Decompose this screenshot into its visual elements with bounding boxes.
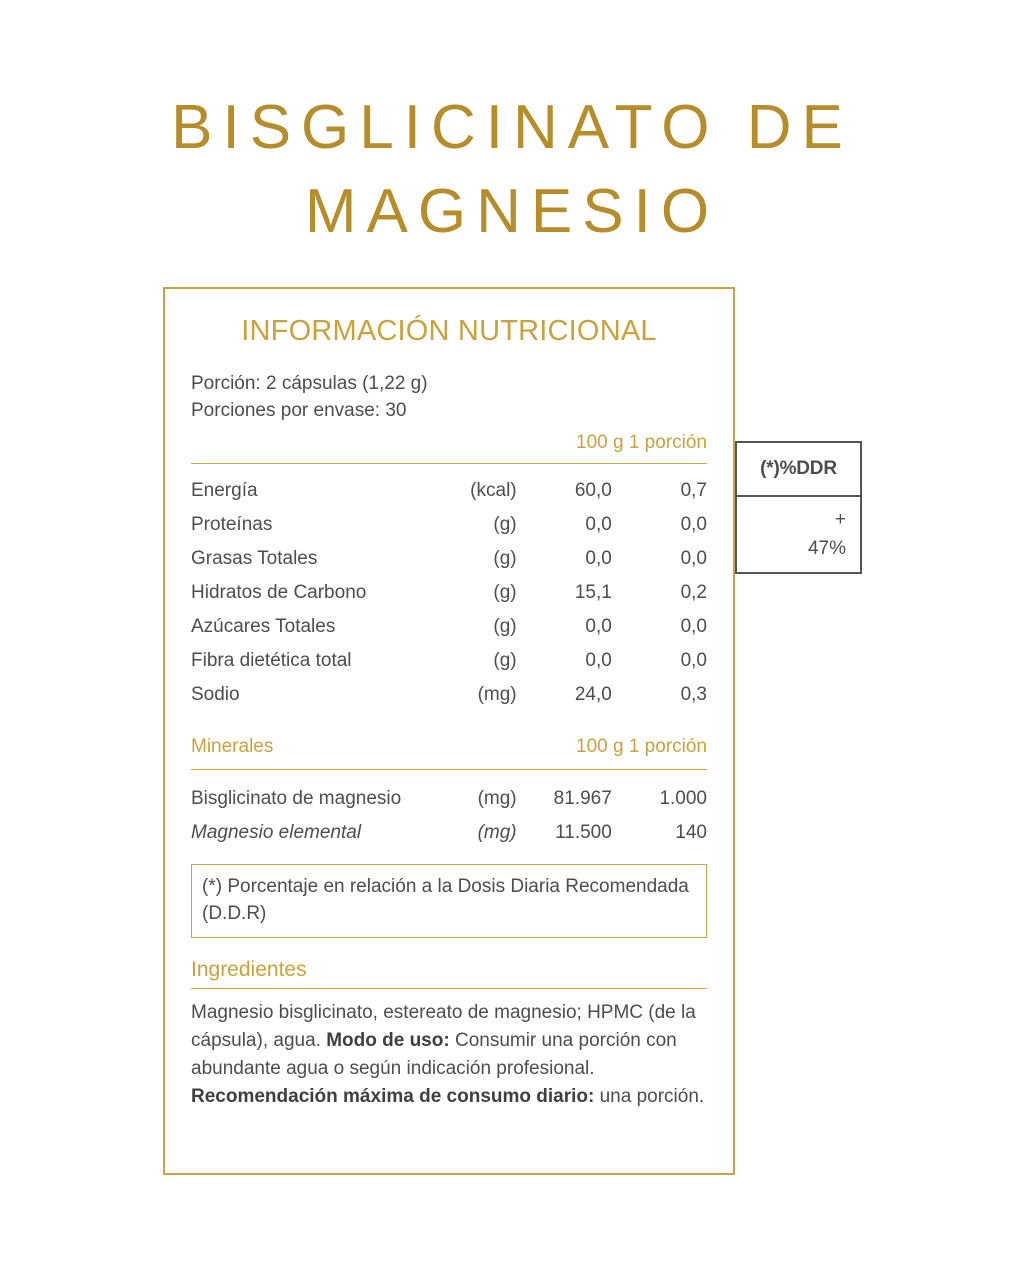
divider-minerals	[191, 769, 707, 770]
row-per-100g: 0,0	[585, 616, 612, 637]
divider-nutrition-top	[191, 463, 707, 464]
ddr-box	[735, 441, 862, 574]
row-unit: (g)	[493, 650, 517, 671]
row-label: Bisglicinato de magnesio	[191, 788, 402, 809]
table-row	[191, 610, 707, 644]
row-per-portion: 0,0	[680, 616, 707, 637]
nutrition-panel-heading: INFORMACIÓN NUTRICIONAL	[241, 315, 657, 347]
ingredients-part-1: Magnesio bisglicinato, estereato de magnesio; HPMC (de la cápsula), agua.	[191, 1002, 696, 1051]
ingredients-text	[191, 999, 707, 1111]
serving-portion: Porción: 2 cápsulas (1,22 g)	[191, 373, 428, 394]
ingredients-title: Ingredientes	[191, 958, 307, 981]
nutrition-header-unit	[441, 432, 522, 463]
table-row	[191, 782, 707, 816]
table-row	[191, 542, 707, 576]
ddr-value-2: 47%	[807, 538, 846, 559]
ingredients-part-2: Consumir una porción con abundante agua o según indicación profesional.	[191, 1030, 677, 1079]
divider-ingredients	[191, 988, 707, 989]
row-per-100g: 0,0	[585, 650, 612, 671]
ddr-value-1: +	[834, 509, 846, 530]
nutrition-table-body	[191, 474, 707, 712]
row-unit: (g)	[493, 616, 517, 637]
table-row	[191, 644, 707, 678]
serving-per-container: Porciones por envase: 30	[191, 400, 407, 421]
row-per-100g: 81.967	[553, 788, 612, 809]
row-per-100g: 0,0	[585, 514, 612, 535]
minerals-header-table	[191, 736, 707, 767]
row-unit: (mg)	[477, 788, 517, 809]
row-per-100g: 15,1	[574, 582, 612, 603]
table-row	[191, 816, 707, 850]
row-per-portion: 0,0	[680, 548, 707, 569]
row-label: Sodio	[191, 684, 240, 705]
table-row	[191, 576, 707, 610]
minerals-header-unit	[441, 736, 522, 767]
ingredients-bold-usage: Modo de uso:	[326, 1030, 450, 1051]
ddr-footnote: (*) Porcentaje en relación a la Dosis Diaria Recomendada (D.D.R)	[191, 864, 707, 938]
row-per-100g: 11.500	[555, 822, 612, 843]
row-per-portion: 0,0	[680, 514, 707, 535]
row-unit: (g)	[493, 582, 517, 603]
serving-info	[191, 370, 707, 424]
page-title	[0, 0, 1024, 254]
row-unit: (mg)	[477, 684, 517, 705]
minerals-table	[191, 782, 707, 850]
row-unit: (mg)	[477, 822, 517, 843]
ingredients-bold-max: Recomendación máxima de consumo diario:	[191, 1086, 595, 1107]
row-unit: (kcal)	[470, 480, 517, 501]
row-label: Azúcares Totales	[191, 616, 336, 637]
nutrition-header-values: 100 g 1 porción	[576, 432, 707, 453]
row-per-portion: 0,2	[680, 582, 707, 603]
ingredients-part-3: una porción.	[594, 1086, 705, 1107]
row-label: Grasas Totales	[191, 548, 318, 569]
row-per-portion: 0,3	[680, 684, 707, 705]
nutrition-table	[191, 432, 707, 463]
row-per-portion: 0,0	[680, 650, 707, 671]
table-row	[191, 508, 707, 542]
row-per-portion: 0,7	[680, 480, 707, 501]
ddr-box-header: (*)%DDR	[737, 443, 860, 497]
nutrition-facts-panel	[163, 287, 735, 1175]
row-unit: (g)	[493, 514, 517, 535]
table-row	[191, 474, 707, 508]
page-title-line-2: MAGNESIO	[304, 177, 720, 246]
row-label: Magnesio elemental	[191, 822, 362, 843]
row-per-100g: 0,0	[585, 548, 612, 569]
ddr-box-values	[737, 497, 860, 572]
row-per-100g: 24,0	[574, 684, 612, 705]
minerals-header-row	[191, 736, 707, 767]
row-label: Fibra dietética total	[191, 650, 352, 671]
row-per-portion: 140	[675, 822, 707, 843]
nutrition-header-blank	[191, 432, 441, 463]
row-label: Energía	[191, 480, 258, 501]
row-per-100g: 60,0	[574, 480, 612, 501]
minerals-label: Minerales	[191, 736, 274, 757]
row-label: Hidratos de Carbono	[191, 582, 367, 603]
minerals-header-values: 100 g 1 porción	[576, 736, 707, 757]
row-unit: (g)	[493, 548, 517, 569]
page-title-line-1: BISGLICINATO DE	[171, 93, 853, 162]
row-label: Proteínas	[191, 514, 273, 535]
row-per-portion: 1.000	[659, 788, 707, 809]
table-row	[191, 678, 707, 712]
nutrition-panel-wrapper	[163, 287, 735, 1175]
nutrition-table-header-row	[191, 432, 707, 463]
